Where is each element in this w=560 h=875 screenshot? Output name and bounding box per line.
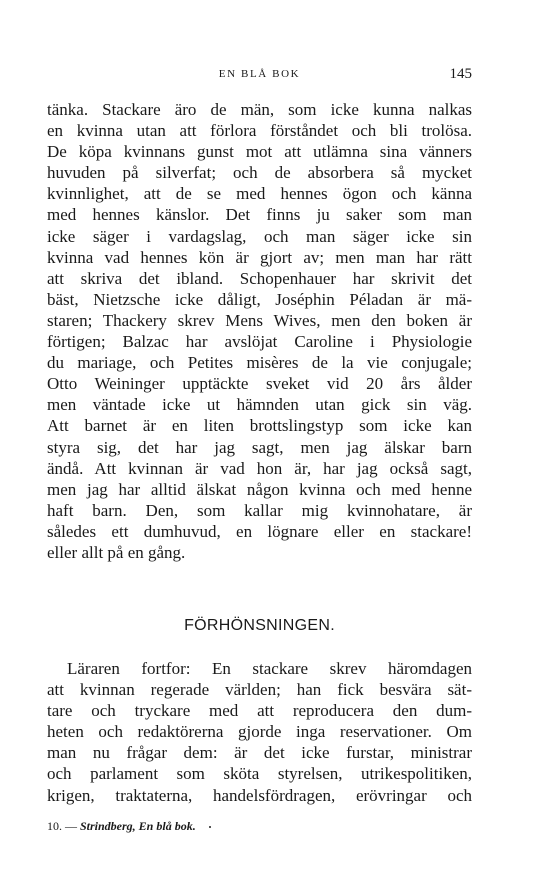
page-header: [47, 66, 472, 84]
text-line: tare och tryckare med att reproducera den dum-: [47, 701, 472, 721]
text-line: förtigen; Balzac har avslöjat Caroline i Physiologie: [47, 332, 472, 352]
text-line: men jag har alltid älskat någon kvinna och med henne: [47, 479, 472, 499]
text-line: ändå. Att kvinnan är vad hon är, har jag också sagt,: [47, 458, 472, 478]
text-line: kvinnlighet, att de se med hennes ögon och känna: [47, 184, 472, 204]
text-line: De köpa kvinnans gunst mot att utlämna sina vänners: [47, 142, 472, 162]
text-line: Otto Weininger upptäckte sveket vid 20 års ålder: [47, 374, 472, 394]
text-line: och parlament som sköta styrelsen, utrikespolitiken,: [47, 764, 472, 784]
text-line: Läraren fortfor: En stackare skrev häromdagen: [67, 659, 472, 678]
section-heading: FÖRHÖNSNINGEN.: [184, 617, 335, 634]
text-line: men väntade icke ut hämnden utan gick sin väg.: [47, 395, 472, 415]
text-line: haft barn. Den, som kallar mig kvinnohatare, är: [47, 500, 472, 520]
text-line: att kvinnan regerade världen; han fick besvära sät-: [47, 680, 472, 700]
text-line: Att barnet är en liten brottslingstyp som icke kan: [47, 416, 472, 436]
text-line: heten och redaktörerna gjorde inga reservationer. Om: [47, 722, 472, 742]
text-line: att skriva det ibland. Schopenhauer har skrivit det: [47, 268, 472, 288]
running-title: EN BLÅ BOK: [218, 68, 301, 80]
text-line: icke säger i vardagslag, och man säger icke sin: [47, 226, 472, 246]
text-line: huvuden på silverfat; och de absorbera så mycket: [47, 163, 472, 183]
text-line: således ett dumhuvud, en lögnare eller en stackare!: [47, 521, 472, 541]
signature-text: Strindberg, En blå bok.: [80, 819, 196, 833]
section-paragraph: [47, 658, 472, 806]
text-line: du mariage, och Petites misères de la vie conjugale;: [47, 353, 472, 373]
page-number: 145: [449, 66, 472, 82]
body-paragraph: [47, 99, 472, 563]
text-line: styra sig, det har jag sagt, men jag älskar barn: [47, 437, 472, 457]
text-line: tänka. Stackare äro de män, som icke kunna nalkas: [47, 100, 472, 119]
text-line: man nu frågar dem: är det icke furstar, ministrar: [47, 743, 472, 763]
text-line: en kvinna utan att förlora förståndet och bli trolösa.: [47, 121, 472, 141]
text-line: kvinna vad hennes kön är gjort av; men man har rätt: [47, 247, 472, 267]
text-line: krigen, traktaterna, handelsfördragen, erövringar och: [47, 785, 472, 805]
page-footer: [47, 819, 211, 834]
text-line: med hennes känslor. Det finns ju saker som man: [47, 205, 472, 225]
signature-number: 10. —: [47, 819, 77, 833]
footer-dot: [209, 826, 211, 828]
text-line: eller allt på en gång.: [47, 542, 186, 562]
text-line: bäst, Nietzsche icke dåligt, Joséphin Péladan är mä-: [47, 289, 472, 309]
text-line: staren; Thackery skrev Mens Wives, men den boken är: [47, 310, 472, 330]
